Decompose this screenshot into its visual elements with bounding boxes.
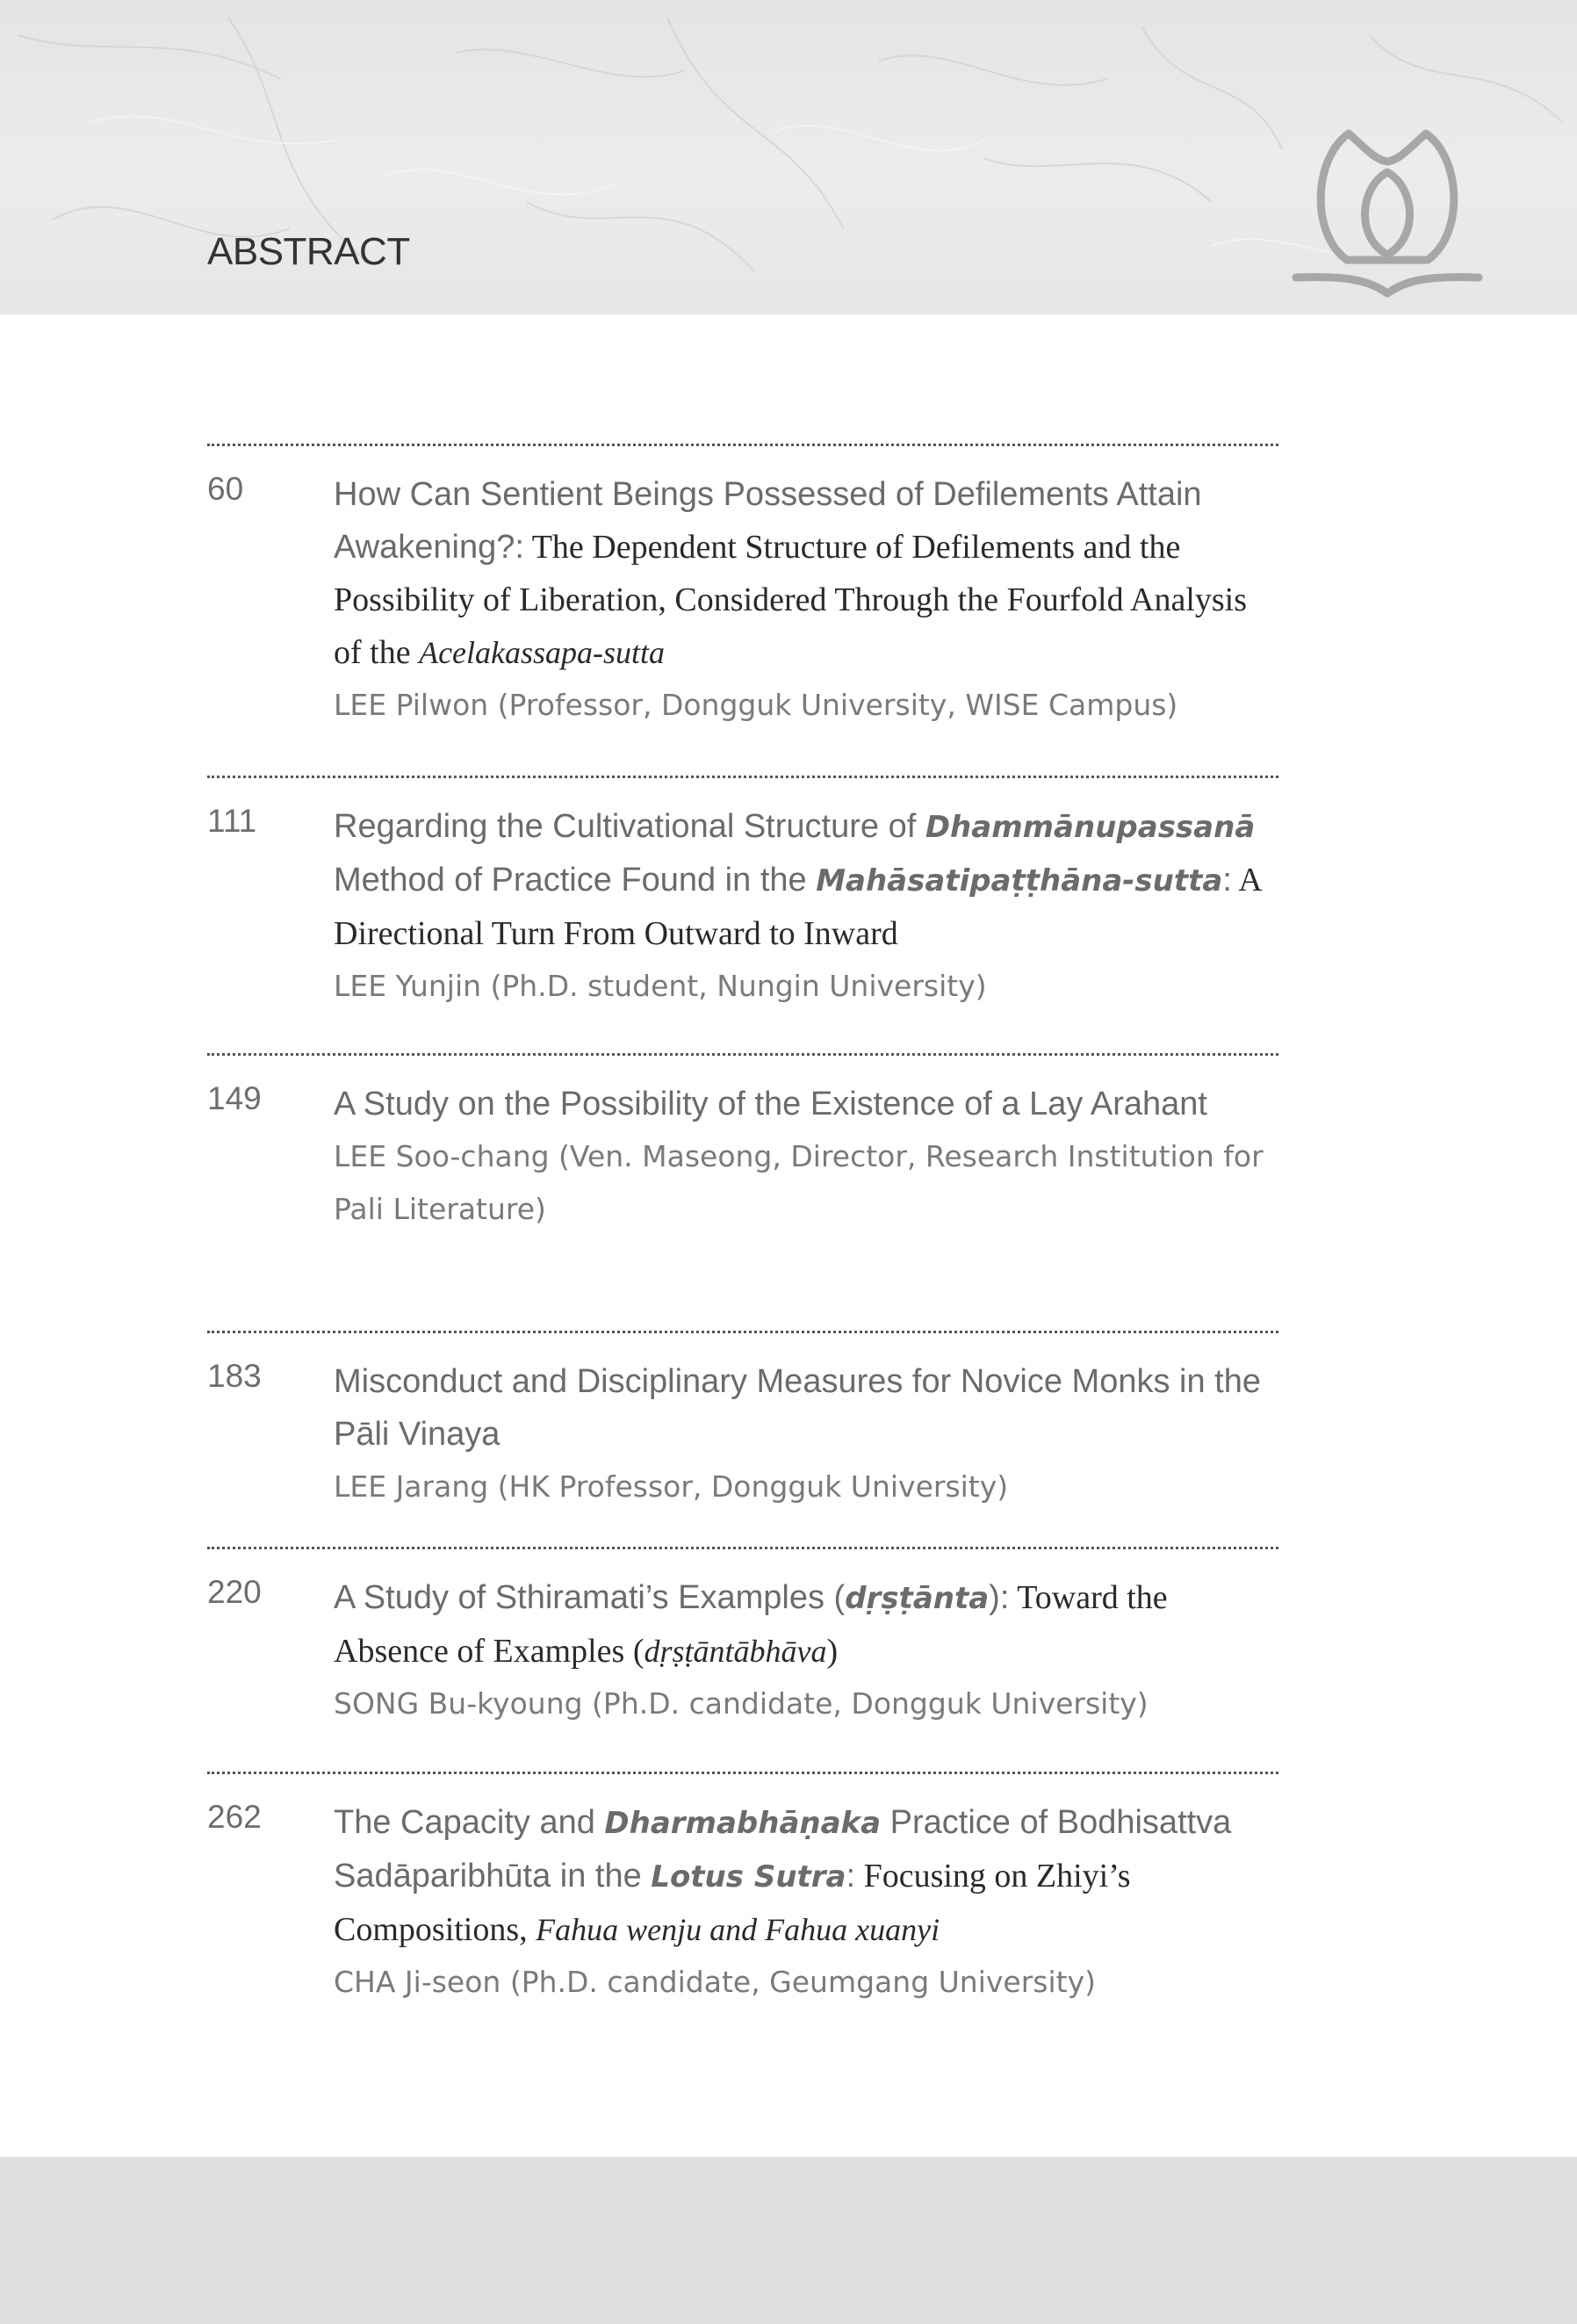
author-line: LEE Soo-chang (Ven. Maseong, Director, Research Institution for Pali Literature) — [334, 1139, 1264, 1226]
page-number: 60 — [207, 471, 244, 507]
page-number: 220 — [207, 1574, 262, 1610]
toc-entry[interactable] — [207, 776, 1278, 1053]
author-line: LEE Yunjin (Ph.D. student, Nungin University) — [334, 969, 987, 1003]
toc-entry[interactable] — [207, 1772, 1278, 2033]
entry-title — [334, 1796, 1278, 1956]
title-text: Practice of Bodhisattva Sadāparibhūta in the — [334, 1804, 1232, 1895]
subtitle-text: Toward the Absence of Examples ( — [334, 1579, 1168, 1670]
author-line: SONG Bu-kyoung (Ph.D. candidate, Dongguk University) — [334, 1686, 1149, 1721]
page-number: 149 — [207, 1080, 262, 1116]
author-line: CHA Ji-seon (Ph.D. candidate, Geumgang University) — [334, 1965, 1096, 1999]
entry-title — [334, 1355, 1278, 1461]
title-italic-text: Dhammānupassanā — [925, 810, 1256, 845]
page-header — [0, 0, 1577, 314]
entry-title — [334, 1571, 1278, 1678]
title-italic-text: Lotus Sutra — [651, 1859, 846, 1895]
subtitle-text: ) — [826, 1633, 839, 1670]
title-text: A Study of Sthiramati’s Examples ( — [334, 1579, 846, 1616]
title-text: A Study on the Possibility of the Existence of a Lay Arahant — [334, 1086, 1207, 1122]
title-italic-text: dṛṣṭānta — [845, 1581, 990, 1616]
toc-entry[interactable] — [207, 444, 1278, 776]
section-label: ABSTRACT — [207, 230, 410, 273]
page-footer-band — [0, 2157, 1577, 2324]
lotus-book-icon — [1291, 121, 1484, 306]
entry-title — [334, 800, 1278, 960]
subtitle-italic-text: dṛṣṭāntābhāva — [644, 1634, 827, 1669]
subtitle-italic-text: Fahua wenju and Fahua xuanyi — [536, 1912, 940, 1947]
author-line: LEE Jarang (HK Professor, Dongguk University) — [334, 1469, 1009, 1504]
page-number: 262 — [207, 1799, 262, 1835]
title-text: ): — [989, 1579, 1010, 1616]
toc-entry[interactable] — [207, 1331, 1278, 1547]
toc-entry[interactable] — [207, 1547, 1278, 1772]
subtitle-text: Focusing on Zhiyi’s Compositions, — [334, 1858, 1131, 1948]
author-line: LEE Pilwon (Professor, Dongguk University, WISE Campus) — [334, 688, 1178, 722]
toc-entry[interactable] — [207, 1053, 1278, 1331]
title-text: : — [846, 1858, 856, 1895]
subtitle-italic-text: Acelakassapa-sutta — [419, 635, 666, 670]
title-text: The Capacity and — [334, 1804, 605, 1841]
title-italic-text: Mahāsatipaṭṭhāna-sutta — [816, 863, 1223, 899]
subtitle-text: A Directional Turn From Outward to Inward — [334, 862, 1261, 952]
table-of-contents — [207, 444, 1278, 2033]
entry-title — [334, 1078, 1278, 1130]
title-text: How Can Sentient Beings Possessed of Defilements Attain Awakening?: — [334, 476, 1202, 566]
entry-title — [334, 468, 1278, 679]
page-number: 111 — [207, 803, 257, 839]
subtitle-text: The Dependent Structure of Defilements and the Possibility of Liberation, Considered Through the Fourfold Analysis of the — [334, 529, 1248, 671]
page-number: 183 — [207, 1358, 262, 1394]
title-text: Misconduct and Disciplinary Measures for Novice Monks in the Pāli Vinaya — [334, 1363, 1261, 1453]
title-text: Regarding the Cultivational Structure of — [334, 808, 925, 845]
title-italic-text: Dharmabhāṇaka — [604, 1806, 882, 1841]
title-text: : — [1222, 862, 1232, 899]
title-text: Method of Practice Found in the — [334, 862, 817, 899]
